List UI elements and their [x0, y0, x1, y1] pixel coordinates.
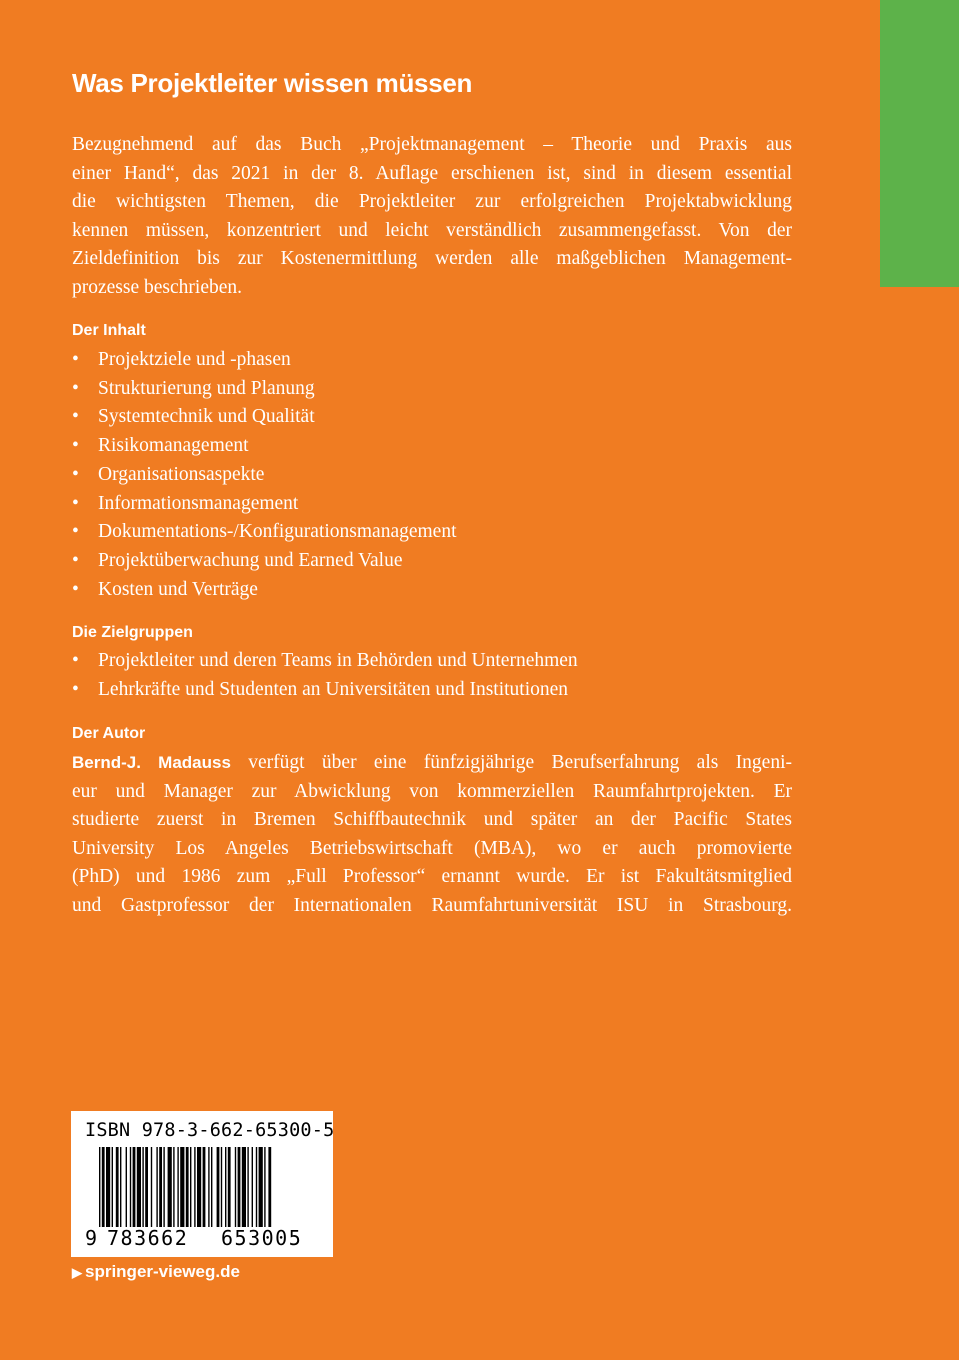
isbn-label: ISBN 978-3-662-65300-5: [85, 1120, 335, 1141]
barcode-bar: [247, 1147, 248, 1227]
barcode-bar: [106, 1147, 110, 1227]
barcode-bar: [264, 1147, 265, 1227]
list-item: • Dokumentations-/Konfigurationsmanagement: [72, 518, 457, 547]
barcode-bar: [133, 1147, 136, 1227]
list-item: • Risikomanagement: [72, 432, 457, 461]
barcode-digit-group: 9: [85, 1226, 98, 1250]
barcode-bar: [256, 1147, 257, 1227]
barcode-bar: [208, 1147, 209, 1227]
barcode-bar: [151, 1147, 152, 1227]
author-paragraph: [72, 749, 792, 921]
publisher-link[interactable]: [72, 1262, 240, 1282]
author-line: (PhD) und 1986 zum „Full Professor“ ernannt wurde. Er ist Fakultätsmitglied: [72, 866, 792, 888]
list-item: • Lehrkräfte und Studenten an Universitäten und Institutionen: [72, 676, 578, 705]
content-heading: Der Inhalt: [72, 322, 146, 339]
barcode-bar: [190, 1147, 191, 1227]
barcode-bars: [99, 1147, 319, 1227]
series-color-bar: [880, 0, 959, 287]
barcode-bar: [197, 1147, 201, 1227]
barcode-bar: [194, 1147, 195, 1227]
author-line: eur und Manager zur Abwicklung von kommerziellen Raumfahrtprojekten. Er: [72, 780, 792, 802]
barcode-bar: [252, 1147, 253, 1227]
author-line: und Gastprofessor der Internationalen Raumfahrtuniversität ISU in Strasbourg.: [72, 894, 792, 916]
author-heading: Der Autor: [72, 725, 146, 742]
publisher-url: springer-vieweg.de: [85, 1262, 240, 1281]
barcode-bar: [225, 1147, 226, 1227]
intro-line: Bezugnehmend auf das Buch „Projektmanagement – Theorie und Praxis aus: [72, 134, 792, 155]
barcode-bar: [228, 1147, 231, 1227]
list-item: • Kosten und Verträge: [72, 576, 457, 605]
barcode-bar: [242, 1147, 246, 1227]
list-item: • Projektüberwachung und Earned Value: [72, 547, 457, 576]
target-heading: Die Zielgruppen: [72, 624, 193, 641]
isbn-barcode: [71, 1111, 333, 1257]
barcode-bar: [168, 1147, 172, 1227]
barcode-bar: [180, 1147, 184, 1227]
list-item: • Informationsmanagement: [72, 490, 457, 519]
barcode-bar: [268, 1147, 271, 1227]
barcode-bar: [137, 1147, 141, 1227]
intro-line: prozesse beschrieben.: [72, 276, 243, 298]
barcode-bar: [130, 1147, 131, 1227]
barcode-bar: [217, 1147, 220, 1227]
barcode-bar: [145, 1147, 148, 1227]
barcode-bar: [203, 1147, 206, 1227]
author-line: University Los Angeles Betriebswirtschaft (MBA), wo er auch promovierte: [72, 837, 792, 859]
barcode-bar: [238, 1147, 241, 1227]
triangle-right-icon: ▶: [72, 1265, 82, 1280]
barcode-bar: [163, 1147, 164, 1227]
list-item: • Strukturierung und Planung: [72, 375, 457, 404]
intro-line: Zieldefinition bis zur Kostenermittlung werden alle maßgeblichen Management-: [72, 248, 792, 270]
barcode-bar: [235, 1147, 236, 1227]
barcode-bar: [99, 1147, 100, 1227]
barcode-bar: [211, 1147, 212, 1227]
barcode-bar: [159, 1147, 162, 1227]
author-line: studierte zuerst in Bremen Schiffbautechnik und später an der Pacific States: [72, 809, 792, 831]
barcode-bar: [142, 1147, 143, 1227]
barcode-digit-group: 653005: [221, 1226, 303, 1250]
list-item: • Systemtechnik und Qualität: [72, 403, 457, 432]
content-list: [72, 346, 457, 604]
barcode-bar: [112, 1147, 113, 1227]
barcode-bar: [259, 1147, 263, 1227]
author-line: [72, 749, 792, 778]
barcode-bar: [186, 1147, 189, 1227]
barcode-bar: [173, 1147, 174, 1227]
barcode-digit-group: 783662: [107, 1226, 189, 1250]
author-line-rest: verfügt über eine fünfzigjährige Berufserfahrung als Ingeni-: [230, 752, 792, 773]
barcode-bar: [156, 1147, 157, 1227]
barcode-bar: [102, 1147, 105, 1227]
list-item: • Projektziele und -phasen: [72, 346, 457, 375]
barcode-bar: [177, 1147, 178, 1227]
intro-line: kennen müssen, konzentriert und leicht verständlich zusammengefasst. Von der: [72, 219, 792, 241]
barcode-bar: [120, 1147, 121, 1227]
intro-line: die wichtigsten Themen, die Projektleiter zur erfolgreichen Projektabwicklung: [72, 191, 792, 213]
barcode-bar: [126, 1147, 127, 1227]
barcode-bar: [221, 1147, 222, 1227]
author-name: Bernd-J. Madauss: [72, 753, 231, 772]
target-list: [72, 647, 578, 704]
intro-paragraph: [72, 131, 792, 303]
list-item: • Projektleiter und deren Teams in Behörden und Unternehmen: [72, 647, 578, 676]
book-title: Was Projektleiter wissen müssen: [72, 68, 473, 98]
barcode-bar: [116, 1147, 119, 1227]
intro-line: einer Hand“, das 2021 in der 8. Auflage erschienen ist, sind in diesem essential: [72, 162, 792, 184]
list-item: • Organisationsaspekte: [72, 461, 457, 490]
